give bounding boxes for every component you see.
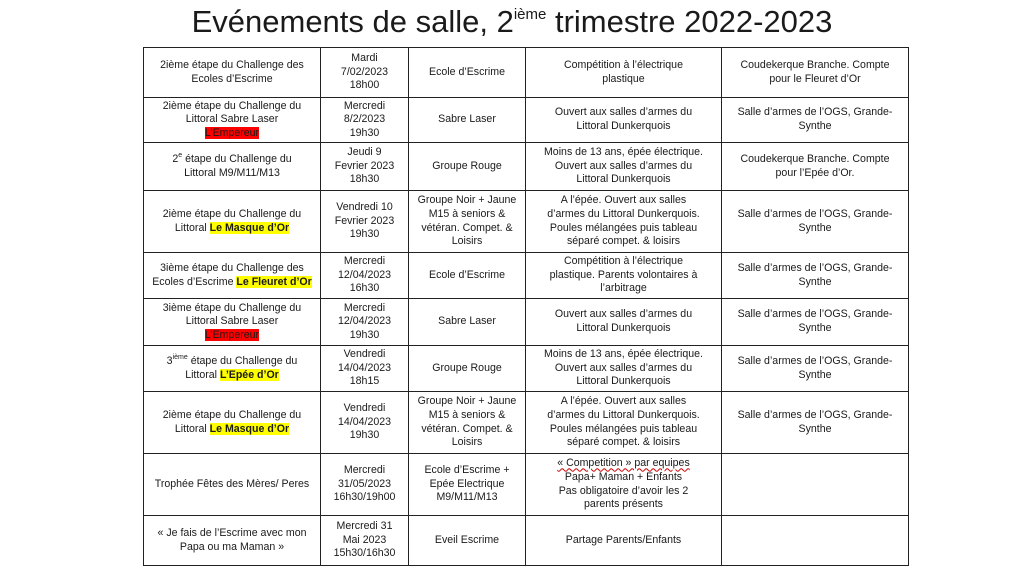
location-cell	[722, 48, 909, 98]
cell-text: Ouvert aux salles d’armes du	[554, 361, 693, 374]
table-row	[144, 253, 909, 299]
cell-text: d’armes du Littoral Dunkerquois.	[547, 207, 700, 220]
table-row	[144, 98, 909, 143]
cell-text: 19h30	[349, 429, 380, 442]
cell-text: Papa+ Maman + Enfants	[564, 470, 683, 483]
details-cell	[526, 299, 722, 346]
cell-text: plastique	[602, 72, 645, 85]
cell-text: 14/04/2023	[337, 361, 392, 374]
details-cell	[526, 48, 722, 98]
details-cell	[526, 392, 722, 454]
cell-text: Coudekerque Branche. Compte	[740, 58, 890, 71]
cell-text: 2ième étape du Challenge des	[160, 58, 304, 71]
cell-text: Ecole d’Escrime	[429, 268, 505, 281]
cell-text: Poules mélangées puis tableau	[549, 422, 698, 435]
cell-text: Littoral Dunkerquois	[576, 322, 671, 334]
details-cell	[526, 143, 722, 191]
group-cell	[409, 191, 526, 253]
date-cell	[321, 191, 409, 253]
cell-text: e	[178, 151, 183, 159]
details-cell	[526, 98, 722, 143]
date-cell	[321, 98, 409, 143]
location-cell	[722, 454, 909, 516]
group-cell	[409, 346, 526, 392]
cell-text: Vendredi	[343, 348, 386, 361]
group-cell	[409, 392, 526, 454]
cell-text: 3	[166, 354, 173, 367]
cell-text: Littoral Dunkerquois	[576, 375, 671, 388]
cell-text: Salle d’armes de l’OGS, Grande-	[737, 408, 893, 421]
table-row	[144, 454, 909, 516]
group-cell	[409, 98, 526, 143]
cell-text: Fevrier 2023	[334, 214, 395, 227]
date-cell	[321, 392, 409, 454]
cell-text: séparé compet. & loisirs	[566, 235, 681, 248]
cell-text: étape du Challenge du	[182, 152, 292, 165]
cell-text: Mercredi	[343, 99, 386, 112]
cell-text: Mai 2023	[342, 533, 387, 546]
cell-text: A l’épée. Ouvert aux salles	[560, 395, 687, 408]
event-cell	[144, 454, 321, 516]
date-cell	[321, 516, 409, 566]
group-cell	[409, 48, 526, 98]
cell-text: Synthe	[798, 221, 832, 234]
cell-text: Salle d’armes de l’OGS, Grande-	[737, 354, 893, 367]
cell-text: 12/04/2023	[337, 268, 392, 281]
cell-text: Salle d’armes de l’OGS, Grande-	[737, 207, 893, 220]
group-cell	[409, 454, 526, 516]
cell-text: 18h00	[349, 79, 380, 92]
cell-text: Ecoles d’Escrime	[191, 72, 273, 85]
title-suffix: trimestre 2022-2023	[546, 4, 833, 39]
group-cell	[409, 516, 526, 566]
cell-text: Eveil Escrime	[434, 533, 500, 546]
cell-text: 16h30/19h00	[333, 491, 396, 504]
table-row	[144, 392, 909, 454]
cell-text: Synthe	[798, 120, 832, 132]
table-row	[144, 516, 909, 566]
location-cell	[722, 253, 909, 299]
event-cell	[144, 48, 321, 98]
location-cell	[722, 516, 909, 566]
cell-text: l’arbitrage	[600, 282, 647, 295]
cell-text: 19h30	[349, 126, 380, 139]
cell-text: pour le Fleuret d’Or	[769, 72, 861, 85]
cell-text: Sabre Laser	[438, 113, 496, 126]
details-cell	[526, 346, 722, 392]
cell-text: étape du Challenge du	[187, 354, 298, 367]
cell-text: 15h30/16h30	[333, 547, 396, 560]
cell-text: 18h15	[349, 375, 380, 388]
cell-text: Jeudi 9	[347, 146, 382, 159]
details-cell	[526, 191, 722, 253]
cell-text: Synthe	[798, 368, 832, 381]
cell-text: 12/04/2023	[337, 315, 392, 328]
date-cell	[321, 143, 409, 191]
cell-text: Synthe	[798, 322, 832, 334]
cell-text: Mercredi	[343, 255, 386, 268]
cell-text: ième	[172, 353, 188, 361]
cell-text: Vendredi 10	[336, 201, 393, 214]
cell-text: Littoral M9/M11/M13	[184, 166, 280, 179]
table-row	[144, 191, 909, 253]
cell-text: A l’épée. Ouvert aux salles	[560, 194, 687, 207]
table-row	[144, 346, 909, 392]
cell-text: Mardi	[351, 52, 378, 65]
cell-text: Compétition à l’électrique	[564, 255, 683, 268]
location-cell	[722, 98, 909, 143]
cell-text: Pas obligatoire d’avoir les 2	[558, 484, 689, 497]
event-name-highlight: Le Fleuret d’Or	[236, 275, 312, 288]
cell-text: M9/M11/M13	[436, 491, 498, 504]
event-cell	[144, 253, 321, 299]
cell-text: Compétition à l’électrique	[564, 58, 683, 71]
cell-text: « Je fais de l’Escrime avec mon	[157, 526, 307, 539]
event-name-highlight: L’Empereur	[204, 126, 260, 139]
group-cell	[409, 299, 526, 346]
event-name-highlight: L’Epée d’Or	[219, 368, 279, 381]
cell-text: Littoral Dunkerquois	[576, 173, 671, 186]
date-cell	[321, 48, 409, 98]
cell-text: 3ième étape du Challenge du	[162, 301, 302, 314]
cell-text: Fevrier 2023	[334, 159, 395, 172]
cell-text: Mercredi	[343, 301, 386, 314]
cell-text: Moins de 13 ans, épée électrique.	[543, 348, 703, 361]
cell-text: 2ième étape du Challenge du	[162, 207, 302, 220]
cell-text: 18h30	[349, 173, 380, 186]
cell-text: Coudekerque Branche. Compte	[740, 152, 890, 165]
cell-text: « Competition » par equipes	[557, 457, 690, 470]
cell-text: vétéran. Compet. &	[421, 221, 513, 234]
cell-text: 8/2/2023	[343, 113, 386, 126]
event-cell	[144, 143, 321, 191]
cell-text: 2	[172, 152, 179, 165]
cell-text: Ecole d’Escrime +	[424, 464, 510, 477]
date-cell	[321, 253, 409, 299]
cell-text: Papa ou ma Maman »	[179, 540, 285, 553]
cell-text: Groupe Noir + Jaune	[417, 194, 517, 207]
cell-text: 14/04/2023	[337, 415, 392, 428]
cell-text: Littoral	[185, 368, 220, 381]
table-row	[144, 299, 909, 346]
cell-text: Littoral Sabre Laser	[185, 315, 279, 328]
details-cell	[526, 454, 722, 516]
date-cell	[321, 346, 409, 392]
cell-text: pour l’Epée d’Or.	[775, 166, 855, 179]
cell-text: Partage Parents/Enfants	[565, 533, 682, 546]
cell-text: Salle d’armes de l’OGS, Grande-	[737, 261, 893, 274]
cell-text: M15 à seniors &	[428, 207, 506, 220]
title-superscript: ième	[513, 6, 547, 23]
date-cell	[321, 299, 409, 346]
location-cell	[722, 392, 909, 454]
cell-text: Synthe	[798, 275, 832, 288]
cell-text: Vendredi	[343, 402, 386, 415]
cell-text: d’armes du Littoral Dunkerquois.	[547, 408, 700, 421]
location-cell	[722, 191, 909, 253]
event-cell	[144, 346, 321, 392]
cell-text: parents présents	[584, 498, 663, 511]
cell-text: 16h30	[349, 282, 380, 295]
cell-text: Groupe Rouge	[432, 159, 502, 172]
cell-text: plastique. Parents volontaires à	[549, 268, 698, 281]
cell-text: Poules mélangées puis tableau	[549, 221, 698, 234]
cell-text: 3ième étape du Challenge des	[160, 261, 304, 274]
cell-text: Littoral Sabre Laser	[185, 113, 279, 126]
title-prefix: Evénements de salle, 2	[191, 4, 514, 39]
cell-text: Ecole d’Escrime	[429, 65, 505, 78]
cell-text: Salle d’armes de l’OGS, Grande-	[737, 106, 893, 119]
cell-text: Mercredi 31	[336, 520, 393, 533]
date-cell	[321, 454, 409, 516]
cell-text: 19h30	[349, 328, 380, 341]
cell-text: Sabre Laser	[438, 315, 496, 328]
details-cell	[526, 253, 722, 299]
cell-text: M15 à seniors &	[428, 408, 506, 421]
cell-text: Loisirs	[451, 436, 483, 449]
cell-text: Groupe Rouge	[432, 361, 502, 374]
cell-text: Loisirs	[451, 235, 483, 248]
cell-text: Ouvert aux salles d’armes du	[554, 308, 693, 321]
group-cell	[409, 253, 526, 299]
cell-text: Moins de 13 ans, épée électrique.	[543, 146, 703, 159]
cell-text: Epée Electrique	[429, 477, 505, 490]
event-name-highlight: L’Empereur	[204, 328, 260, 341]
event-name-highlight: Le Masque d’Or	[209, 422, 290, 435]
cell-text: Synthe	[798, 422, 832, 435]
page-title	[0, 2, 1024, 42]
table-row	[144, 143, 909, 191]
event-cell	[144, 516, 321, 566]
details-cell	[526, 516, 722, 566]
cell-text: Groupe Noir + Jaune	[417, 395, 517, 408]
event-cell	[144, 299, 321, 346]
location-cell	[722, 143, 909, 191]
events-table	[143, 47, 909, 566]
location-cell	[722, 346, 909, 392]
event-cell	[144, 98, 321, 143]
event-cell	[144, 191, 321, 253]
group-cell	[409, 143, 526, 191]
cell-text: Ecoles d’Escrime	[152, 275, 237, 288]
cell-text: 2ième étape du Challenge du	[162, 99, 302, 112]
event-cell	[144, 392, 321, 454]
cell-text: Littoral Dunkerquois	[576, 120, 671, 132]
event-name-highlight: Le Masque d’Or	[209, 221, 290, 234]
cell-text: 19h30	[349, 228, 380, 241]
cell-text: Ouvert aux salles d’armes du	[554, 106, 693, 119]
cell-text: 2ième étape du Challenge du	[162, 408, 302, 421]
cell-text: Ouvert aux salles d’armes du	[554, 159, 693, 172]
table-row	[144, 48, 909, 98]
cell-text: 31/05/2023	[337, 477, 392, 490]
cell-text: Littoral	[174, 422, 210, 435]
cell-text: séparé compet. & loisirs	[566, 436, 681, 449]
cell-text: Mercredi	[343, 464, 386, 477]
location-cell	[722, 299, 909, 346]
cell-text: Salle d’armes de l’OGS, Grande-	[737, 308, 893, 321]
cell-text: Littoral	[174, 221, 210, 234]
cell-text: 7/02/2023	[340, 65, 389, 78]
cell-text: Trophée Fêtes des Mères/ Peres	[154, 477, 310, 490]
cell-text: vétéran. Compet. &	[421, 422, 513, 435]
